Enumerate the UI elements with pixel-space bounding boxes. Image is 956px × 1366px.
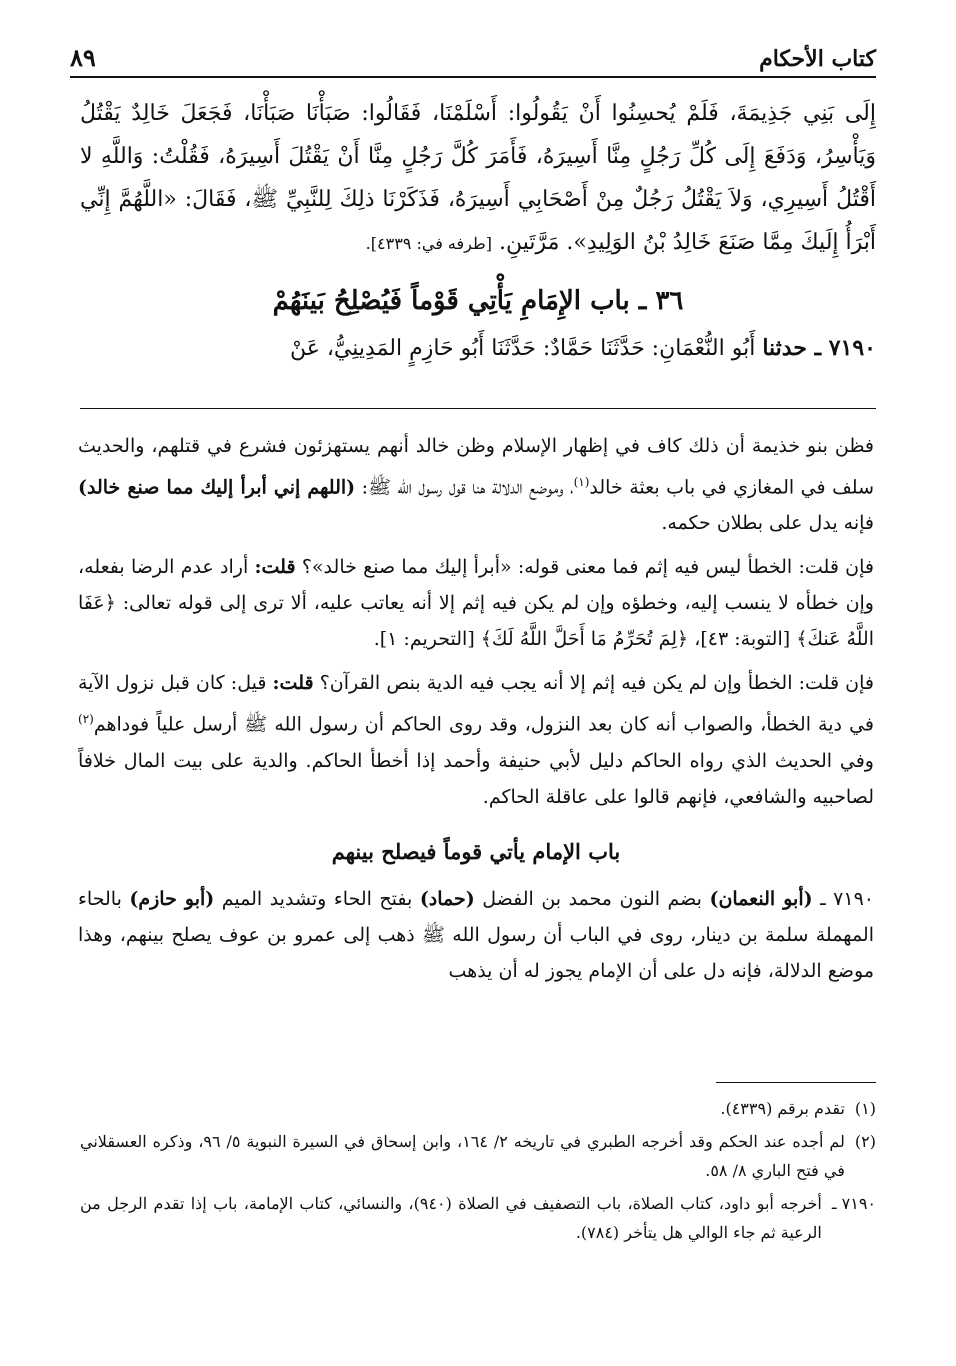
running-title: كتاب الأحكام: [759, 46, 876, 72]
footnote-marker: (٢): [78, 712, 94, 727]
commentary-paragraph: فإن قلت: الخطأ وإن لم يكن فيه إثم إلا أنه يجب فيه الدية بنص القرآن؟ قلت: قيل: كان قبل نزول الآية في دية الخطأ، والصواب أنه كان بعد النزول، وقد روى الحاكم أن رسول الله ﷺ أرسل علياً فوداهم$^{(٢)}$ وفي الحديث الذي رواه الحاكم دليل لأبي حنيفة وأحمد إذا أخطأ الحاكم. والدية على بيت المال خلافاً لصاحبيه والشافعي، فإنهم قالوا على عاقلة الحاكم.: [78, 672, 874, 808]
hadith-text: إِلَى بَنِي جَذِيمَةَ، فَلَمْ يُحسِنُوا أَنْ يَقُولُوا: أَسْلَمْنَا، فَقَالُوا: صَبَأْنَا صَبَأْنَا، فَجَعَلَ خَالِدٌ يَقْتُلُ وَيَأْسِرُ، وَدَفَعَ إِلَى كُلِّ رَجُلٍ مِنَّا أَسِيرَهُ، فَأَمَرَ كُلَّ رَجُلٍ مِنَّا أَنْ يَقْتُلَ أَسِيرَهُ، فَقُلْتُ: وَاللَّهِ لا أَقْتُلُ أَسِيرِي، وَلاَ يَقْتُلُ رَجُلٌ مِنْ أَصْحَابِي أَسِيرَهُ، فَذَكَرْنَا ذلِكَ لِلنَّبِيِّ ﷺ، فَقَالَ: «اللَّهُمَّ إِنِّي أَبْرَأُ إِلَيكَ مِمَّا صَنَعَ خَالِدُ بْنُ الوَلِيدِ». مَرَّتَينِ. [طرفه في: ٤٣٣٩].: [80, 101, 876, 255]
footnote-rule: [716, 1082, 876, 1083]
hadith-opening: ٧١٩٠ ـ حدثنا أَبُو النُّعْمَانِ: حَدَّثَنَا حَمَّادٌ: حَدَّثَنَا أَبُو حَازِمٍ المَدِينِيُّ، عَنْ: [289, 335, 876, 361]
page-header: [70, 32, 876, 78]
hadith-number: ٧١٩٠ ـ حدثنا: [762, 335, 876, 361]
commentary-paragraph: فظن بنو خذيمة أن ذلك كاف في إظهار الإسلام وظن خالد أنهم يستهزئون فشرع في قتلهم، والحديث سلف في المغازي في باب بعثة خالد$^{(١)}$، وموضع الدلالة هنا قول رسول الله ﷺ: (اللهم إني أبرأ إليك مما صنع خالد) فإنه يدل على بطلان حكمه.: [78, 435, 874, 535]
footnote-marker: (١): [573, 475, 590, 489]
commentary-chapter-title: باب الإمام يأتي قوماً فيصلح بينهم: [331, 838, 621, 864]
hadith-reference: [طرفه في: ٤٣٣٩].: [365, 234, 492, 253]
footnote: (٢) لم أجده عند الحكم وقد أخرجه الطبري في تاريخه ٢/ ١٦٤، وابن إسحاق في السيرة النبوية ٥/ ٩٦، وذكره العسقلاني في فتح الباري ٨/ ٥٨.: [80, 1132, 876, 1180]
footnote: ٧١٩٠ ـ أخرجه أبو داود، كتاب الصلاة، باب التصفيف في الصلاة (٩٤٠)، والنسائي، كتاب الإمامة، باب إذا تقدم الرجل من الرعية ثم جاء الوالي هل يتأخر (٧٨٤).: [80, 1194, 876, 1242]
commentary-paragraph: ٧١٩٠ ـ (أبو النعمان) بضم النون محمد بن الفضل (حماد) بفتح الحاء وتشديد الميم (أبو حازم) بالحاء المهملة سلمة بن دينار، روى في الباب أن رسول الله ﷺ ذهب إلى عمرو بن عوف يصلح بينهم، وهذا موضع الدلالة، فإنه دل على أن الإمام يجوز له أن يذهب: [78, 887, 874, 982]
chapter-title: ٣٦ ـ باب الإِمَامِ يَأْتِي قَوْماً فَيُصْلِحُ بَينَهُمْ: [272, 286, 684, 316]
section-divider: [80, 408, 876, 409]
footnote: (١) تقدم برقم (٤٣٣٩).: [720, 1099, 876, 1118]
commentary-section: [78, 428, 874, 997]
footnotes: [80, 1094, 876, 1251]
page-number: ٨٩: [70, 43, 96, 72]
hadith-section: [80, 92, 876, 370]
commentary-paragraph: فإن قلت: الخطأ ليس فيه إثم فما معنى قوله: «أبرأ إليك مما صنع خالد»؟ قلت: أراد عدم الرضا بفعله، وإن خطأه لا ينسب إليه، وخطؤه وإن لم يكن فيه إثم إلا أنه يعاتب عليه، ألا ترى إلى قوله تعالى: ﴿عَفَا اللَّهُ عَنكَ﴾ [التوبة: ٤٣]، ﴿لِمَ تُحَرِّمُ مَا أَحَلَّ اللَّهُ لَكَ﴾ [التحريم: ١].: [78, 556, 875, 651]
